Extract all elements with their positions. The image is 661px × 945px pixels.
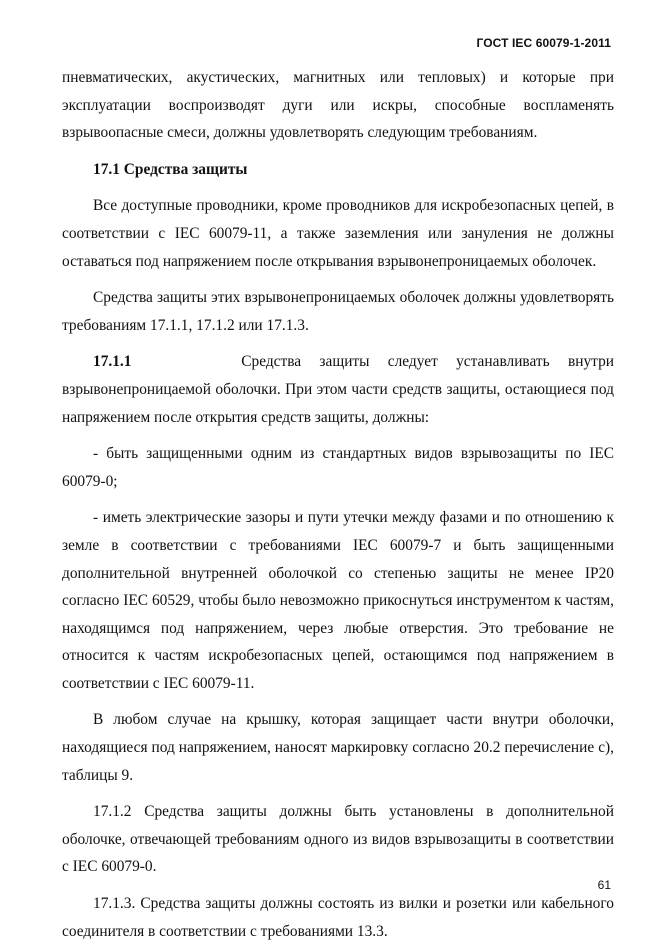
clause-number: 17.1.1	[93, 353, 132, 371]
list-item: - иметь электрические зазоры и пути утечки между фазами и по отношению к земле в соответствии с требованиями IEC 60079-7 и быть защищенными дополнительной внутренней оболочкой со степенью защиты не менее IP20 согласно IEC 60529, чтобы было невозможно прикоснуться инструментом к частям, находящимся под напряжением, через любые отверстия. Это требование не относится к частям искробезопасных цепей, остающимся под напряжением в соответствии с IEC 60079-11.	[62, 509, 614, 692]
document-body	[62, 64, 614, 945]
clause-text: Средства защиты следует устанавливать внутри взрывонепроницаемой оболочки. При этом части средств защиты, остающиеся под напряжением после открытия средств защиты, должны:	[62, 353, 615, 426]
paragraph-4: В любом случае на крышку, которая защищает части внутри оболочки, находящиеся под напряжением, наносят маркировку согласно 20.2 перечисление с), таблицы 9.	[62, 711, 614, 784]
clause-17-1-2: 17.1.2 Средства защиты должны быть установлены в дополнительной оболочке, отвечающей требованиям одного из видов взрывозащиты в соответствии с IEC 60079-0.	[62, 803, 614, 876]
page-number: 61	[597, 878, 611, 892]
paragraph-2: Средства защиты этих взрывонепроницаемых оболочек должны удовлетворять требованиям 17.1.1, 17.1.2 или 17.1.3.	[62, 289, 614, 334]
section-heading: 17.1 Средства защиты	[93, 160, 248, 178]
document-header: ГОСТ IEC 60079-1-2011	[476, 36, 611, 50]
intro-paragraph: пневматических, акустических, магнитных или тепловых) и которые при эксплуатации воспроизводят дуги или искры, способные воспламенять взрывоопасные смеси, должны удовлетворять следующим требованиям.	[62, 69, 614, 142]
clause-17-1-1	[62, 348, 614, 431]
clause-17-1-3: 17.1.3. Средства защиты должны состоять из вилки и розетки или кабельного соединителя в соответствии с требованиями 13.3.	[62, 895, 614, 940]
list-item: - быть защищенными одним из стандартных видов взрывозащиты по IEC 60079-0;	[62, 445, 614, 490]
paragraph-1: Все доступные проводники, кроме проводников для искробезопасных цепей, в соответствии с IEC 60079-11, а также заземления или зануления не должны оставаться под напряжением после открывания взрывонепроницаемых оболочек.	[62, 197, 614, 270]
